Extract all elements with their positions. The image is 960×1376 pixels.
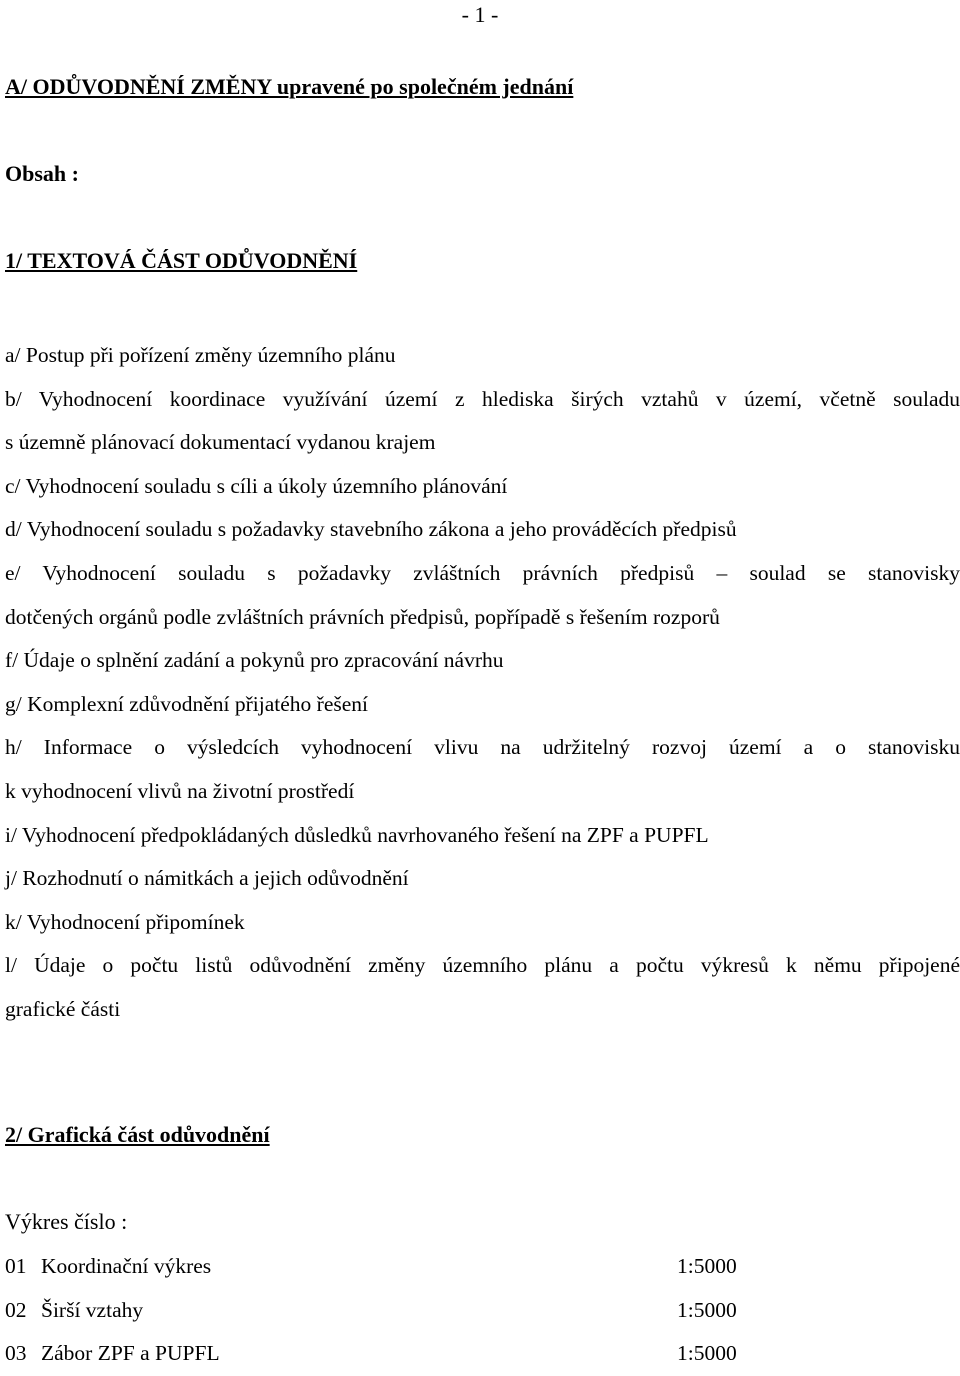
- toc-item-a: [5, 334, 960, 378]
- toc-item-h-line2: k vyhodnocení vlivů na životní prostředí: [5, 778, 355, 803]
- drawing-label: Výkres číslo :: [5, 1209, 128, 1234]
- drawing-scale: 1:5000: [677, 1297, 737, 1322]
- toc-item-h: [5, 726, 960, 813]
- toc-item-k-text: k/ Vyhodnocení připomínek: [5, 909, 245, 934]
- toc-item-j: [5, 857, 960, 901]
- toc-item-e-line1: e/ Vyhodnocení souladu s požadavky zvláštních právních předpisů – soulad se stanovisky: [5, 560, 960, 585]
- toc-item-i: [5, 814, 960, 858]
- toc-item-e: [5, 552, 960, 639]
- toc-item-g-text: g/ Komplexní zdůvodnění přijatého řešení: [5, 691, 369, 716]
- toc-item-i-text: i/ Vyhodnocení předpokládaných důsledků navrhovaného řešení na ZPF a PUPFL: [5, 822, 709, 847]
- toc-item-b-line2: s územně plánovací dokumentací vydanou krajem: [5, 430, 436, 455]
- drawing-name: Širší vztahy: [41, 1297, 144, 1322]
- drawing-number: 03: [5, 1341, 27, 1366]
- page-number: - 1 -: [461, 2, 499, 27]
- document-title: A/ ODŮVODNĚNÍ ZMĚNY upravené po společném jednání: [5, 74, 574, 99]
- drawing-number: 02: [5, 1297, 27, 1322]
- toc-item-d-text: d/ Vyhodnocení souladu s požadavky stavebního zákona a jeho prováděcích předpisů: [5, 517, 737, 542]
- toc-item-c-text: c/ Vyhodnocení souladu s cíli a úkoly územního plánování: [5, 473, 508, 498]
- contents-label: Obsah :: [5, 161, 79, 186]
- toc-item-b: [5, 378, 960, 465]
- toc-item-b-line1: b/ Vyhodnocení koordinace využívání území z hlediska širých vztahů v území, včetně souladu: [5, 386, 960, 411]
- drawing-name: Zábor ZPF a PUPFL: [41, 1341, 220, 1366]
- toc-item-f: [5, 639, 960, 683]
- toc-item-g: [5, 683, 960, 727]
- toc-item-f-text: f/ Údaje o splnění zadání a pokynů pro zpracování návrhu: [5, 648, 504, 673]
- drawing-name: Koordinační výkres: [41, 1254, 212, 1278]
- toc-item-l-line2: grafické části: [5, 996, 121, 1021]
- toc-item-e-line2: dotčených orgánů podle zvláštních právních předpisů, popřípadě s řešením rozporů: [5, 604, 720, 629]
- toc-item-k: [5, 901, 960, 945]
- toc-item-a-text: a/ Postup při pořízení změny územního plánu: [5, 343, 396, 367]
- toc-item-l: [5, 944, 960, 1031]
- drawing-scale: 1:5000: [677, 1254, 737, 1278]
- toc-item-d: [5, 508, 960, 552]
- drawing-number: 01: [5, 1254, 27, 1278]
- toc-item-c: [5, 465, 960, 509]
- drawing-scale: 1:5000: [677, 1341, 737, 1366]
- toc-item-h-line1: h/ Informace o výsledcích vyhodnocení vlivu na udržitelný rozvoj území a o stanovisku: [5, 735, 960, 760]
- toc-list: [5, 334, 960, 1032]
- toc-item-j-text: j/ Rozhodnutí o námitkách a jejich odůvodnění: [5, 866, 409, 891]
- section1-heading: 1/ TEXTOVÁ ČÁST ODŮVODNĚNÍ: [5, 248, 358, 273]
- section2-heading: 2/ Grafická část odůvodnění: [5, 1122, 270, 1147]
- toc-item-l-line1: l/ Údaje o počtu listů odůvodnění změny územního plánu a počtu výkresů k němu připojené: [5, 953, 960, 978]
